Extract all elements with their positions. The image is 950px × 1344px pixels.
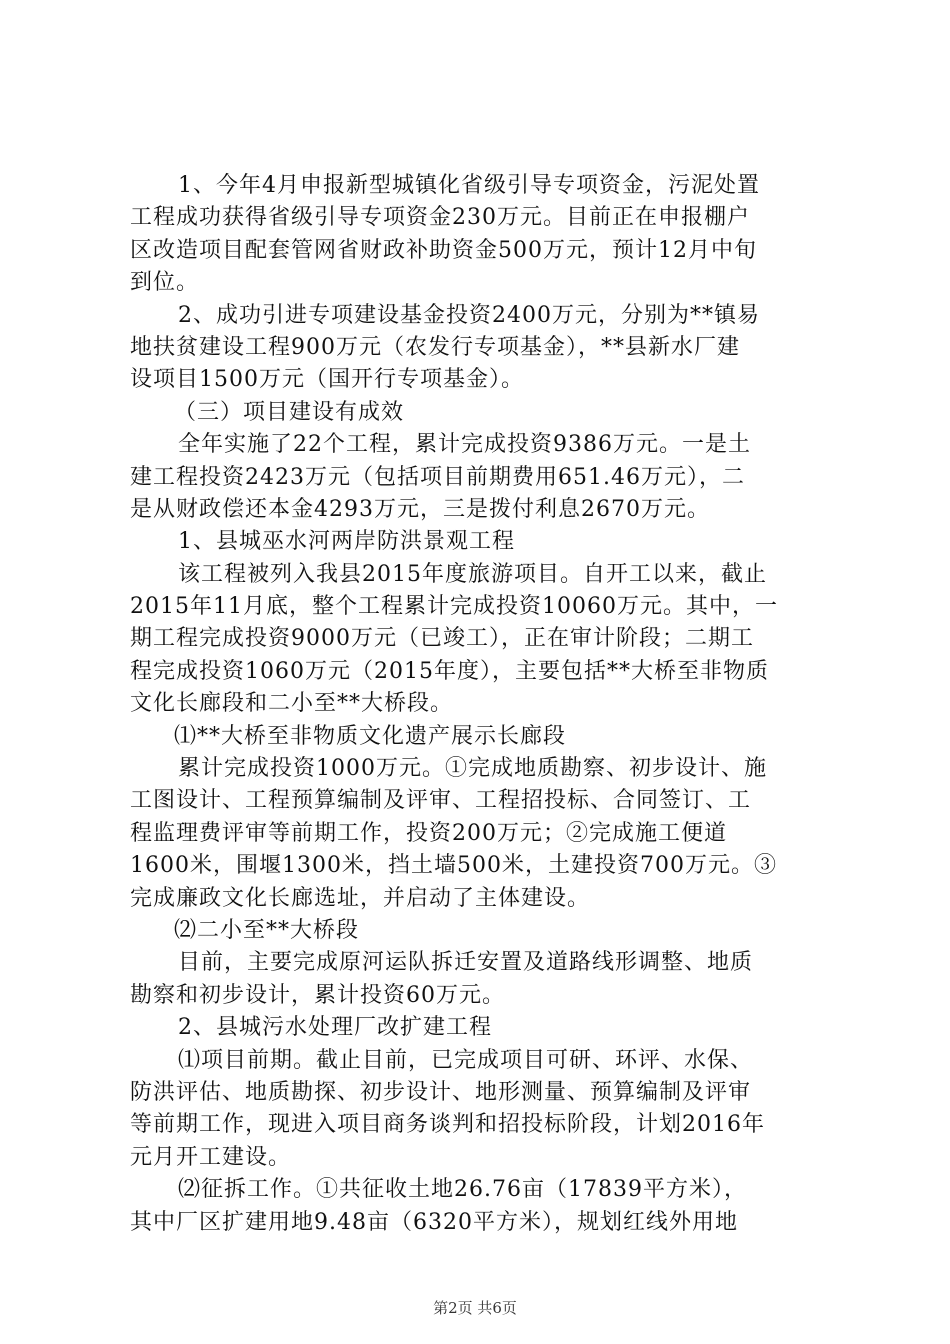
- text-line: 到位。: [130, 270, 200, 296]
- text-line: ⑵征拆工作。①共征收土地26.76亩（17839平方米），: [178, 1177, 747, 1203]
- text-line: 元月开工建设。: [130, 1144, 292, 1170]
- text-line: 完成廉政文化长廊选址，并启动了主体建设。: [130, 885, 591, 911]
- text-line: 工图设计、工程预算编制及评审、工程招投标、合同签订、工: [130, 788, 752, 814]
- text-line: 工程成功获得省级引导专项资金230万元。目前正在申报棚户: [130, 205, 750, 231]
- text-line: 1600米，围堰1300米，挡土墙500米，土建投资700万元。③: [130, 853, 777, 879]
- text-line: 防洪评估、地质勘探、初步设计、地形测量、预算编制及评审: [130, 1079, 752, 1105]
- text-line: 地扶贫建设工程900万元（农发行专项基金），**县新水厂建: [130, 334, 740, 360]
- document-body: [130, 170, 830, 1239]
- text-line: 是从财政偿还本金4293万元，三是拨付利息2670万元。: [130, 496, 710, 522]
- text-line: 其中厂区扩建用地9.48亩（6320平方米），规划红线外用地: [130, 1209, 738, 1235]
- text-line: 2015年11月底，整个工程累计完成投资10060万元。其中，一: [130, 594, 778, 620]
- text-line: ⑴项目前期。截止目前，已完成项目可研、环评、水保、: [178, 1047, 754, 1073]
- text-line: ⑵二小至**大桥段: [174, 917, 360, 943]
- text-line: 设项目1500万元（国开行专项基金）。: [130, 367, 524, 393]
- text-line: 勘察和初步设计，累计投资60万元。: [130, 982, 505, 1008]
- text-line: 2、县城污水处理厂改扩建工程: [178, 1015, 492, 1041]
- text-line: 累计完成投资1000万元。①完成地质勘察、初步设计、施: [178, 756, 767, 782]
- text-line: 等前期工作，现进入项目商务谈判和招投标阶段，计划2016年: [130, 1112, 765, 1138]
- page-footer: 第2页 共6页: [433, 1299, 517, 1317]
- text-line: 1、今年4月申报新型城镇化省级引导专项资金，污泥处置: [178, 173, 760, 198]
- text-line: 程完成投资1060万元（2015年度），主要包括**大桥至非物质: [130, 658, 769, 684]
- text-line: 程监理费评审等前期工作，投资200万元；②完成施工便道: [130, 820, 727, 846]
- text-line: 期工程完成投资9000万元（已竣工），正在审计阶段；二期工: [130, 626, 754, 652]
- text-line: 区改造项目配套管网省财政补助资金500万元，预计12月中旬: [130, 237, 757, 263]
- text-line: 2、成功引进专项建设基金投资2400万元，分别为**镇易: [178, 302, 760, 328]
- text-line: 文化长廊段和二小至**大桥段。: [130, 691, 454, 717]
- text-line: 1、县城巫水河两岸防洪景观工程: [178, 529, 515, 555]
- text-line: 该工程被列入我县2015年度旅游项目。自开工以来，截止: [178, 561, 767, 587]
- text-line: ⑴**大桥至非物质文化遗产展示长廊段: [174, 723, 567, 749]
- text-line: （三）项目建设有成效: [174, 399, 405, 425]
- text-line: 全年实施了22个工程，累计完成投资9386万元。一是土: [178, 432, 751, 458]
- text-line: 建工程投资2423万元（包括项目前期费用651.46万元），二: [130, 464, 745, 490]
- text-line: 目前，主要完成原河运队拆迁安置及道路线形调整、地质: [178, 950, 754, 976]
